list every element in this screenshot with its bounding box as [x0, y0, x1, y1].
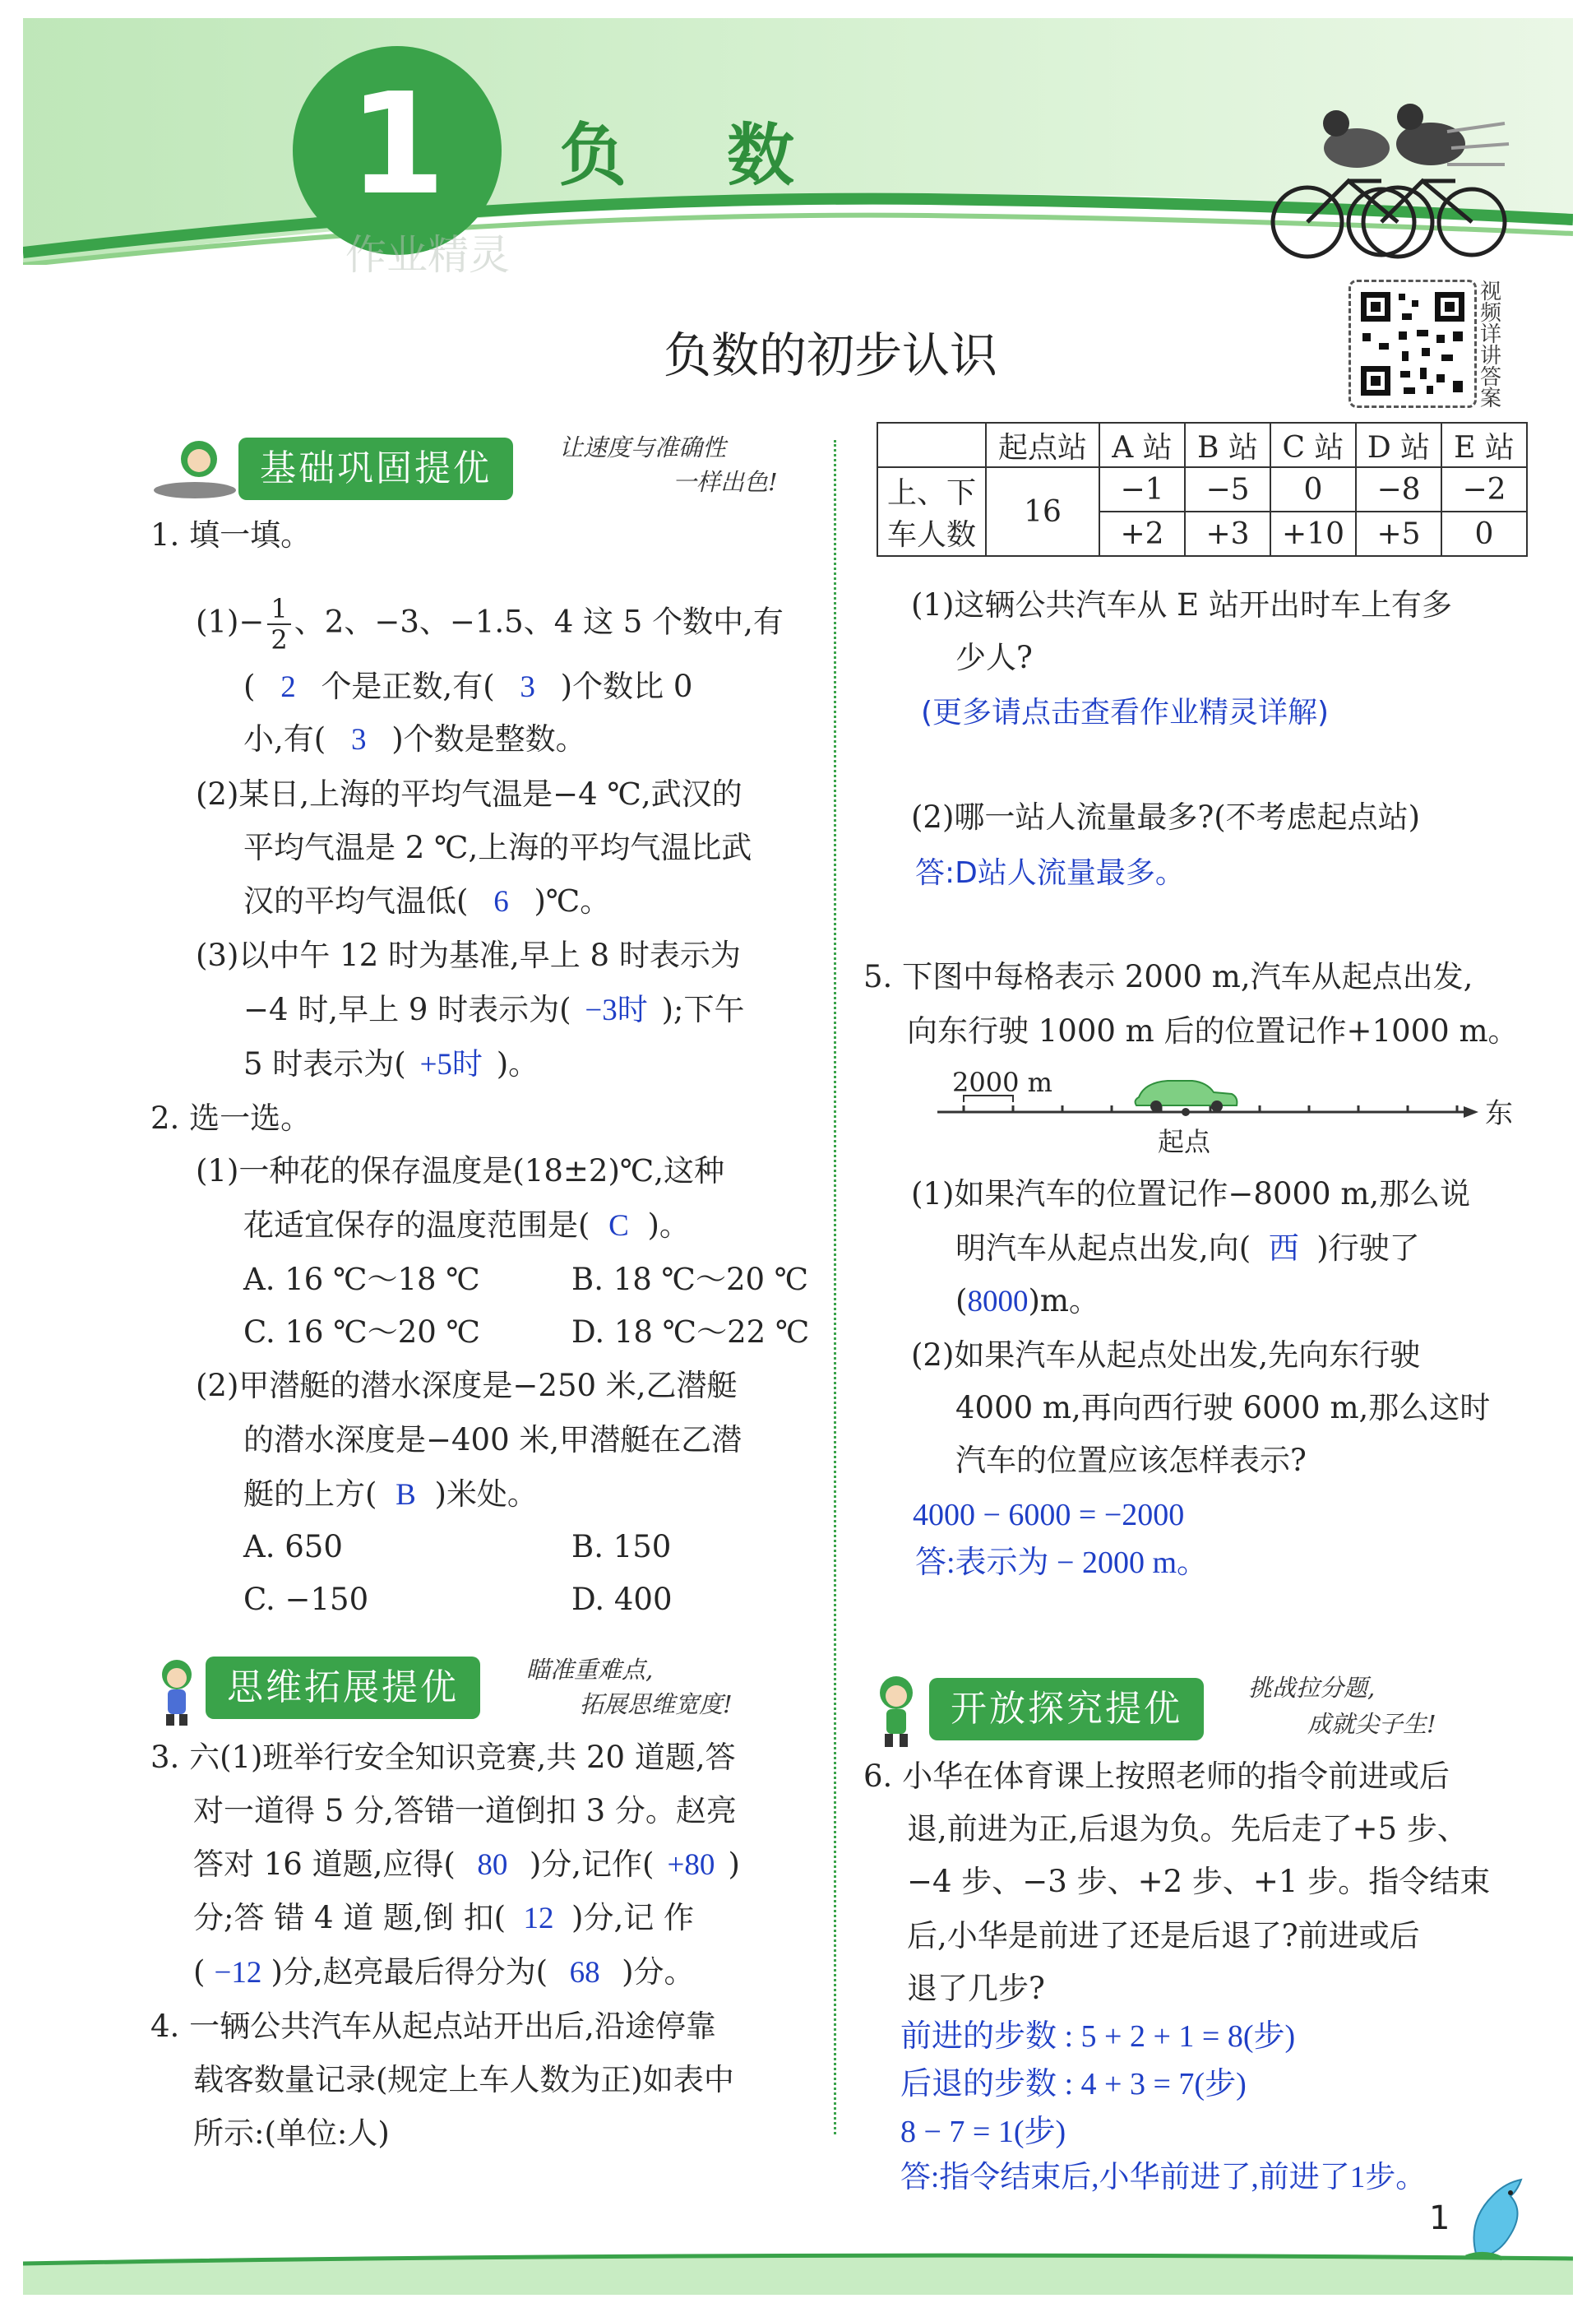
row-label: 上、下 车人数	[877, 467, 986, 556]
q1-part2-line2: 平均气温是 2 ℃,上海的平均气温比武	[243, 830, 752, 865]
table-header-cell	[877, 423, 986, 467]
q2-part1-line2: 花适宜保存的温度范围是( C )。	[243, 1206, 690, 1246]
q2-2-option-b: B. 150	[571, 1529, 672, 1564]
table-cell: +10	[1270, 512, 1356, 556]
cyclists-illustration	[1258, 99, 1513, 263]
table-cell: +3	[1185, 512, 1270, 556]
answer-record: +80	[667, 1848, 715, 1882]
answer-final: 68	[569, 1956, 600, 1990]
dolphin-icon	[1460, 2171, 1534, 2262]
answer-record2: −12	[214, 1956, 262, 1990]
q6-line5: 退了几步?	[907, 1971, 1045, 2006]
start-value: 16	[986, 467, 1099, 556]
answer-temp-diff: 6	[493, 885, 509, 919]
q1-part1-line2: ( 2 个是正数,有( 3 )个数比 0	[243, 667, 692, 707]
q5-sub2-line3: 汽车的位置应该怎样表示?	[955, 1443, 1307, 1478]
section-open-slogan-2: 成就尖子生!	[1307, 1710, 1436, 1738]
q6-line2: 退,前进为正,后退为负。先后走了+5 步、	[907, 1811, 1468, 1847]
table-cell: −5	[1185, 467, 1270, 512]
mascot-skateboard-icon	[150, 436, 240, 502]
q3-line1: 3. 六(1)班举行安全知识竞赛,共 20 道题,答	[150, 1740, 736, 1775]
table-header-cell: C 站	[1270, 423, 1356, 467]
q1-title: 1. 填一填。	[150, 517, 312, 553]
table-header-cell: B 站	[1185, 423, 1270, 467]
q4-sub1-answer-link[interactable]: (更多请点击查看作业精灵详解)	[921, 696, 1330, 730]
bus-passenger-table	[877, 422, 1528, 557]
table-cell: 0	[1270, 467, 1356, 512]
q2-option-c: C. 16 ℃～20 ℃	[243, 1314, 480, 1350]
q2-2-option-a: A. 650	[243, 1529, 343, 1564]
q5-sub1-line3: (8000)m。	[955, 1283, 1099, 1318]
footer-band	[23, 2245, 1573, 2295]
answer-q2-2: B	[396, 1478, 416, 1512]
q3-line5: ( −12 )分,赵亮最后得分为( 68 )分。	[193, 1953, 695, 1993]
qr-code[interactable]	[1349, 280, 1477, 408]
q6-answer-forward: 前进的步数 : 5 + 2 + 1 = 8(步)	[900, 2019, 1296, 2054]
answer-9am: −3时	[585, 994, 648, 1027]
answer-positive-count: 2	[280, 670, 296, 704]
answer-5pm: +5时	[419, 1048, 483, 1082]
q4-sub1-line1: (1)这辆公共汽车从 E 站开出时车上有多	[911, 587, 1452, 623]
section-thinking-title: 思维拓展提优	[206, 1657, 480, 1719]
q5-sub1-line2: 明汽车从起点出发,向( 西 )行驶了	[955, 1229, 1420, 1269]
q6-answer-conclusion: 答:指令结束后,小华前进了,前进了1步。	[900, 2161, 1427, 2194]
q6-answer-difference: 8 − 7 = 1(步)	[900, 2115, 1066, 2149]
q1-part2-line1: (2)某日,上海的平均气温是−4 ℃,武汉的	[196, 776, 742, 812]
section-basic-slogan-2: 一样出色!	[673, 468, 778, 496]
lesson-title: 负数的初步认识	[663, 327, 997, 383]
q2-part2-line2: 的潜水深度是−400 米,甲潜艇在乙潜	[243, 1422, 742, 1457]
q5-sub2-answer-calc: 4000 − 6000 = −2000	[913, 1498, 1185, 1532]
table-cell: −8	[1356, 467, 1441, 512]
section-open-slogan-1: 挑战拉分题,	[1248, 1674, 1376, 1702]
chapter-title: 负 数	[559, 117, 812, 195]
q2-2-option-d: D. 400	[571, 1582, 673, 1617]
chapter-number: 1	[348, 63, 446, 226]
column-divider	[834, 440, 836, 2134]
q2-part2-line1: (2)甲潜艇的潜水深度是−250 米,乙潜艇	[196, 1368, 738, 1403]
q5-sub2-answer-text: 答:表示为 − 2000 m。	[915, 1545, 1209, 1580]
watermark: 作业精灵	[345, 231, 510, 279]
q2-part2-line3: 艇的上方( B )米处。	[243, 1475, 538, 1515]
answer-negative-count: 3	[520, 670, 535, 704]
q5-sub2-line1: (2)如果汽车从起点处出发,先向东行驶	[911, 1337, 1421, 1373]
mascot-explore-icon	[863, 1670, 929, 1752]
diagram-unit-label: 2000 m	[952, 1067, 1052, 1098]
table-row	[877, 467, 1527, 512]
table-header-cell: E 站	[1441, 423, 1527, 467]
qr-label: 视频详讲答案	[1480, 280, 1502, 411]
q6-line3: −4 步、−3 步、+2 步、+1 步。指令结束	[907, 1864, 1491, 1899]
table-header-cell: D 站	[1356, 423, 1441, 467]
q4-sub2-answer: 答:D站人流量最多。	[915, 856, 1185, 890]
section-thinking-slogan-2: 拓展思维宽度!	[580, 1690, 733, 1718]
q1-part1-line3: 小,有( 3 )个数是整数。	[243, 720, 586, 760]
table-cell: −2	[1441, 467, 1527, 512]
q4-line2: 载客数量记录(规定上车人数为正)如表中	[193, 2062, 734, 2097]
q6-line1: 6. 小华在体育课上按照老师的指令前进或后	[863, 1759, 1450, 1794]
q5-line1: 5. 下图中每格表示 2000 m,汽车从起点出发,	[863, 959, 1473, 994]
mascot-thinking-icon	[148, 1653, 206, 1727]
q5-line2: 向东行驶 1000 m 后的位置记作+1000 m。	[907, 1013, 1519, 1049]
table-header-cell: A 站	[1099, 423, 1185, 467]
answer-integer-count: 3	[350, 723, 367, 757]
section-basic-title: 基础巩固提优	[238, 438, 513, 500]
q5-sub2-line2: 4000 m,再向西行驶 6000 m,那么这时	[955, 1390, 1491, 1425]
q1-part2-line3: 汉的平均气温低( 6 )℃。	[243, 882, 610, 922]
q4-line3: 所示:(单位:人)	[193, 2115, 390, 2151]
q6-answer-backward: 后退的步数 : 4 + 3 = 7(步)	[900, 2067, 1247, 2101]
car-icon	[1136, 1081, 1237, 1112]
answer-distance: 8000	[967, 1285, 1029, 1318]
q1-part3-line1: (3)以中午 12 时为基准,早上 8 时表示为	[196, 938, 741, 973]
q2-title: 2. 选一选。	[150, 1101, 312, 1136]
q5-sub1-line1: (1)如果汽车的位置记作−8000 m,那么说	[911, 1176, 1471, 1212]
diagram-east-label: 东	[1485, 1097, 1513, 1130]
q2-part1-line1: (1)一种花的保存温度是(18±2)℃,这种	[196, 1153, 725, 1189]
q1-part3-line2: −4 时,早上 9 时表示为( −3时 );下午	[243, 990, 744, 1031]
q3-line2: 对一道得 5 分,答错一道倒扣 3 分。赵亮	[193, 1793, 737, 1828]
answer-score: 80	[477, 1848, 508, 1882]
q4-sub1-line2: 少人?	[955, 640, 1033, 675]
table-header-cell: 起点站	[986, 423, 1099, 467]
table-cell: −1	[1099, 467, 1185, 512]
answer-q2-1: C	[608, 1209, 629, 1243]
diagram-origin-label: 起点	[1158, 1126, 1211, 1157]
page-number: 1	[1429, 2199, 1450, 2237]
q4-line1: 4. 一辆公共汽车从起点站开出后,沿途停靠	[150, 2009, 716, 2044]
table-cell: 0	[1441, 512, 1527, 556]
fraction: $\frac{1}{2}$	[267, 594, 290, 655]
answer-deduct: 12	[523, 1902, 554, 1935]
table-header-row	[877, 423, 1527, 467]
q1-part1-line1: (1)− $\frac{1}{2}$ 、2、−3、−1.5、4 这 5 个数中,有	[196, 593, 784, 656]
q2-2-option-c: C. −150	[243, 1582, 369, 1617]
q2-option-d: D. 18 ℃～22 ℃	[571, 1314, 810, 1350]
q2-option-a: A. 16 ℃～18 ℃	[243, 1262, 480, 1297]
q3-line3: 答对 16 道题,应得( 80 )分,记作( +80 )	[193, 1845, 740, 1885]
table-cell: +2	[1099, 512, 1185, 556]
section-basic-slogan-1: 让速度与准确性	[559, 433, 727, 461]
section-thinking-slogan-1: 瞄准重难点,	[526, 1656, 654, 1684]
q6-line4: 后,小华是前进了还是后退了?前进或后	[907, 1918, 1420, 1953]
q4-sub2: (2)哪一站人流量最多?(不考虑起点站)	[911, 799, 1421, 835]
q1-part3-line3: 5 时表示为( +5时 )。	[243, 1045, 539, 1085]
qr-code-icon	[1351, 282, 1474, 405]
q2-option-b: B. 18 ℃～20 ℃	[571, 1262, 809, 1297]
section-open-title: 开放探究提优	[929, 1678, 1204, 1740]
q3-line4: 分;答 错 4 道 题,倒 扣( 12 )分,记 作	[193, 1898, 694, 1939]
table-cell: +5	[1356, 512, 1441, 556]
answer-direction: 西	[1268, 1232, 1299, 1266]
